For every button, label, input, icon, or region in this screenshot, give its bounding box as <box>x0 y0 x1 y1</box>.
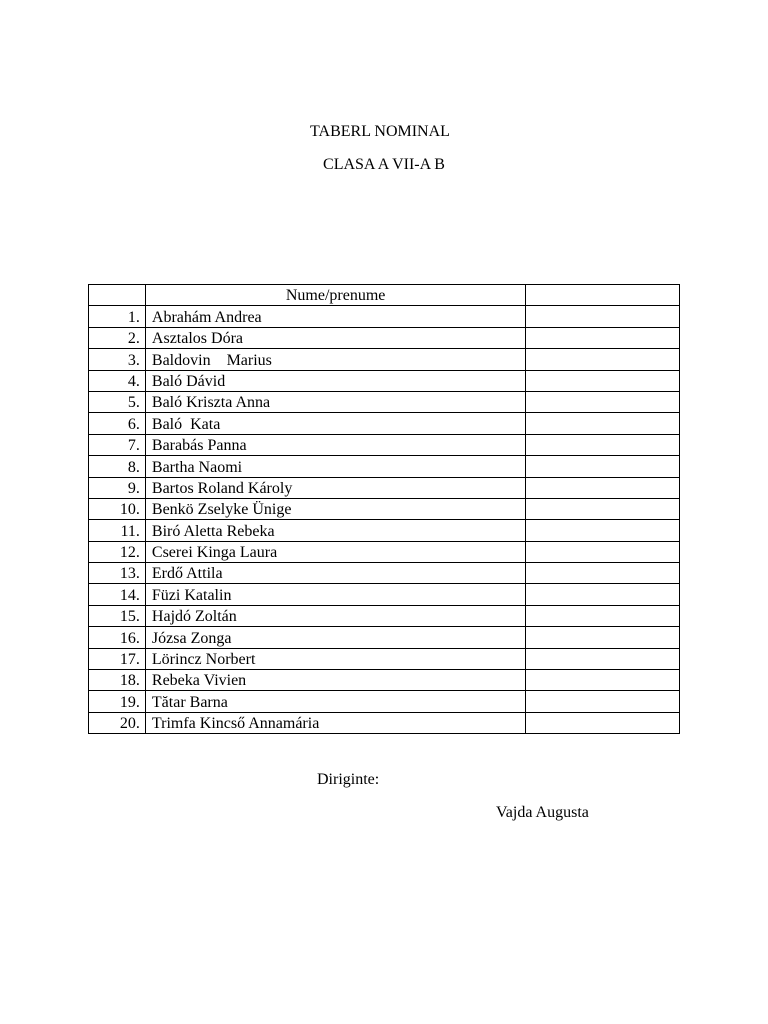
row-number-cell: 7. <box>89 434 146 455</box>
table-row <box>89 541 680 562</box>
document-title: TABERL NOMINAL <box>310 123 450 140</box>
row-number-cell: 9. <box>89 477 146 498</box>
row-extra-cell <box>526 648 680 669</box>
row-name-cell: Asztalos Dóra <box>145 327 525 348</box>
row-extra-cell <box>526 456 680 477</box>
table-row <box>89 391 680 412</box>
student-table <box>88 284 680 734</box>
row-extra-cell <box>526 413 680 434</box>
row-extra-cell <box>526 670 680 691</box>
row-extra-cell <box>526 712 680 733</box>
table-row <box>89 712 680 733</box>
row-name-cell: Lörincz Norbert <box>145 648 525 669</box>
row-extra-cell <box>526 477 680 498</box>
signature-name: Vajda Augusta <box>496 804 589 821</box>
row-extra-cell <box>526 434 680 455</box>
row-name-cell: Tătar Barna <box>145 691 525 712</box>
row-number-cell: 13. <box>89 563 146 584</box>
row-number-cell: 3. <box>89 349 146 370</box>
table-row <box>89 563 680 584</box>
row-extra-cell <box>526 370 680 391</box>
row-extra-cell <box>526 605 680 626</box>
row-number-cell: 11. <box>89 520 146 541</box>
row-name-cell: Barabás Panna <box>145 434 525 455</box>
row-number-cell: 15. <box>89 605 146 626</box>
row-number-cell: 14. <box>89 584 146 605</box>
table-row <box>89 434 680 455</box>
table-row <box>89 648 680 669</box>
row-extra-cell <box>526 498 680 519</box>
row-number-cell: 17. <box>89 648 146 669</box>
table-row <box>89 327 680 348</box>
row-extra-cell <box>526 584 680 605</box>
document-subtitle: CLASA A VII-A B <box>323 156 445 173</box>
row-name-cell: Füzi Katalin <box>145 584 525 605</box>
table-row <box>89 349 680 370</box>
row-number-cell: 6. <box>89 413 146 434</box>
row-extra-cell <box>526 327 680 348</box>
row-name-cell: Baló Kriszta Anna <box>145 391 525 412</box>
row-name-cell: Erdő Attila <box>145 563 525 584</box>
row-extra-cell <box>526 563 680 584</box>
row-name-cell: Bartos Roland Károly <box>145 477 525 498</box>
row-extra-cell <box>526 391 680 412</box>
header-extra-cell <box>526 285 680 306</box>
table-row <box>89 477 680 498</box>
row-name-cell: Benkö Zselyke Ünige <box>145 498 525 519</box>
row-number-cell: 18. <box>89 670 146 691</box>
table-row <box>89 605 680 626</box>
row-number-cell: 2. <box>89 327 146 348</box>
row-number-cell: 5. <box>89 391 146 412</box>
table-row <box>89 413 680 434</box>
student-table-body <box>89 285 680 734</box>
row-name-cell: Bartha Naomi <box>145 456 525 477</box>
table-row <box>89 627 680 648</box>
row-number-cell: 19. <box>89 691 146 712</box>
row-name-cell: Hajdó Zoltán <box>145 605 525 626</box>
row-name-cell: Baló Dávid <box>145 370 525 391</box>
row-extra-cell <box>526 349 680 370</box>
row-name-cell: Baldovin Marius <box>145 349 525 370</box>
row-name-cell: Rebeka Vivien <box>145 670 525 691</box>
row-number-cell: 4. <box>89 370 146 391</box>
table-row <box>89 498 680 519</box>
table-row <box>89 306 680 327</box>
row-name-cell: Cserei Kinga Laura <box>145 541 525 562</box>
row-extra-cell <box>526 691 680 712</box>
row-number-cell: 8. <box>89 456 146 477</box>
table-row <box>89 691 680 712</box>
header-number-cell <box>89 285 146 306</box>
row-name-cell: Baló Kata <box>145 413 525 434</box>
row-number-cell: 1. <box>89 306 146 327</box>
row-extra-cell <box>526 541 680 562</box>
row-name-cell: Trimfa Kincső Annamária <box>145 712 525 733</box>
row-number-cell: 16. <box>89 627 146 648</box>
table-header-row <box>89 285 680 306</box>
row-name-cell: Biró Aletta Rebeka <box>145 520 525 541</box>
row-number-cell: 12. <box>89 541 146 562</box>
row-name-cell: Abrahám Andrea <box>145 306 525 327</box>
row-extra-cell <box>526 306 680 327</box>
header-name-cell: Nume/prenume <box>145 285 525 306</box>
signature-label: Diriginte: <box>317 771 380 788</box>
table-row <box>89 370 680 391</box>
row-extra-cell <box>526 627 680 648</box>
row-number-cell: 20. <box>89 712 146 733</box>
table-row <box>89 456 680 477</box>
table-row <box>89 584 680 605</box>
row-name-cell: Józsa Zonga <box>145 627 525 648</box>
table-row <box>89 670 680 691</box>
table-row <box>89 520 680 541</box>
row-number-cell: 10. <box>89 498 146 519</box>
row-extra-cell <box>526 520 680 541</box>
